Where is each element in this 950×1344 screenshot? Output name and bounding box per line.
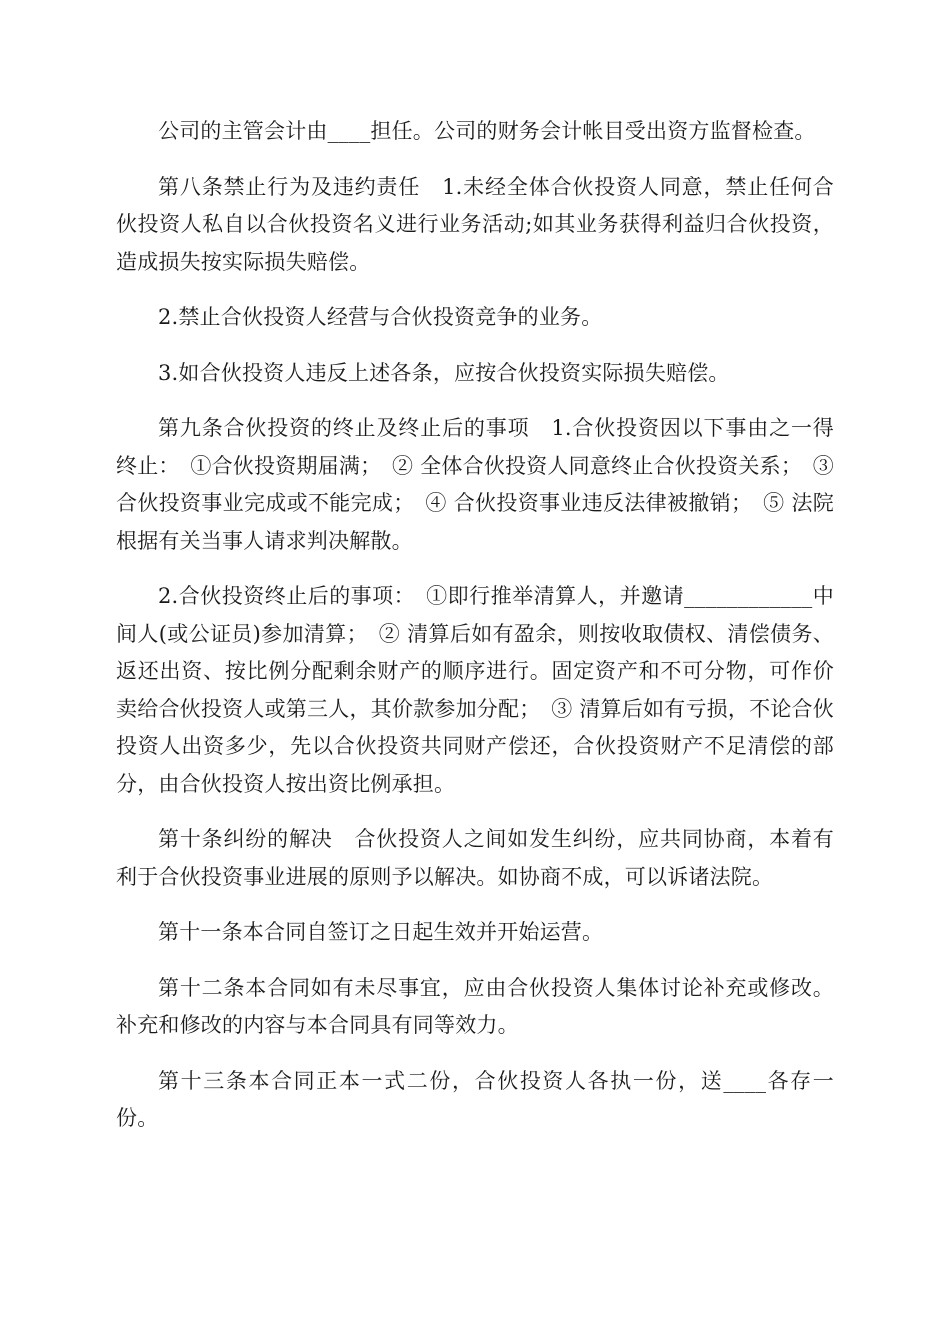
paragraph-article-9: 第九条合伙投资的终止及终止后的事项 1.合伙投资因以下事由之一得终止： ①合伙投资期届满； ② 全体合伙投资人同意终止合伙投资关系； ③ 合伙投资事业完成或不能完成； ④ 合伙投资事业违反法律被撤销； ⑤ 法院根据有关当事人请求判决解散。 [116, 416, 834, 553]
paragraph-article-8-item-2: 2.禁止合伙投资人经营与合伙投资竞争的业务。 [158, 305, 603, 329]
paragraph-article-8: 第八条禁止行为及违约责任 1.未经全体合伙投资人同意，禁止任何合伙投资人私自以合伙投资名义进行业务活动;如其业务获得利益归合伙投资，造成损失按实际损失赔偿。 [116, 174, 834, 274]
paragraph-article-10: 第十条纠纷的解决 合伙投资人之间如发生纠纷，应共同协商，本着有利于合伙投资事业进展的原则予以解决。如协商不成，可以诉诸法院。 [116, 827, 834, 889]
paragraph-article-8-item-3: 3.如合伙投资人违反上述各条，应按合伙投资实际损失赔偿。 [158, 360, 730, 385]
document-body [116, 113, 834, 1156]
paragraph-article-9-item-2: 2.合伙投资终止后的事项： ①即行推举清算人，并邀请____________中间人(或公证员)参加清算； ② 清算后如有盈余，则按收取债权、清偿债务、返还出资、按比例分配剩余财产的顺序进行。固定资产和不可分物，可作价卖给合伙投资人或第三人，其价款参加分配； ③ 清算后如有亏损，不论合伙投资人出资多少，先以合伙投资共同财产偿还，合伙投资财产不足清偿的部分，由合伙投资人按出资比例承担。 [116, 584, 834, 796]
paragraph-article-12: 第十二条本合同如有未尽事宜，应由合伙投资人集体讨论补充或修改。补充和修改的内容与本合同具有同等效力。 [116, 975, 834, 1037]
paragraph-article-11: 第十一条本合同自签订之日起生效并开始运营。 [158, 920, 604, 944]
paragraph-article-13: 第十三条本合同正本一式二份，合伙投资人各执一份，送____各存一份。 [116, 1068, 834, 1130]
paragraph-accountant: 公司的主管会计由____担任。公司的财务会计帐目受出资方监督检查。 [158, 119, 816, 143]
